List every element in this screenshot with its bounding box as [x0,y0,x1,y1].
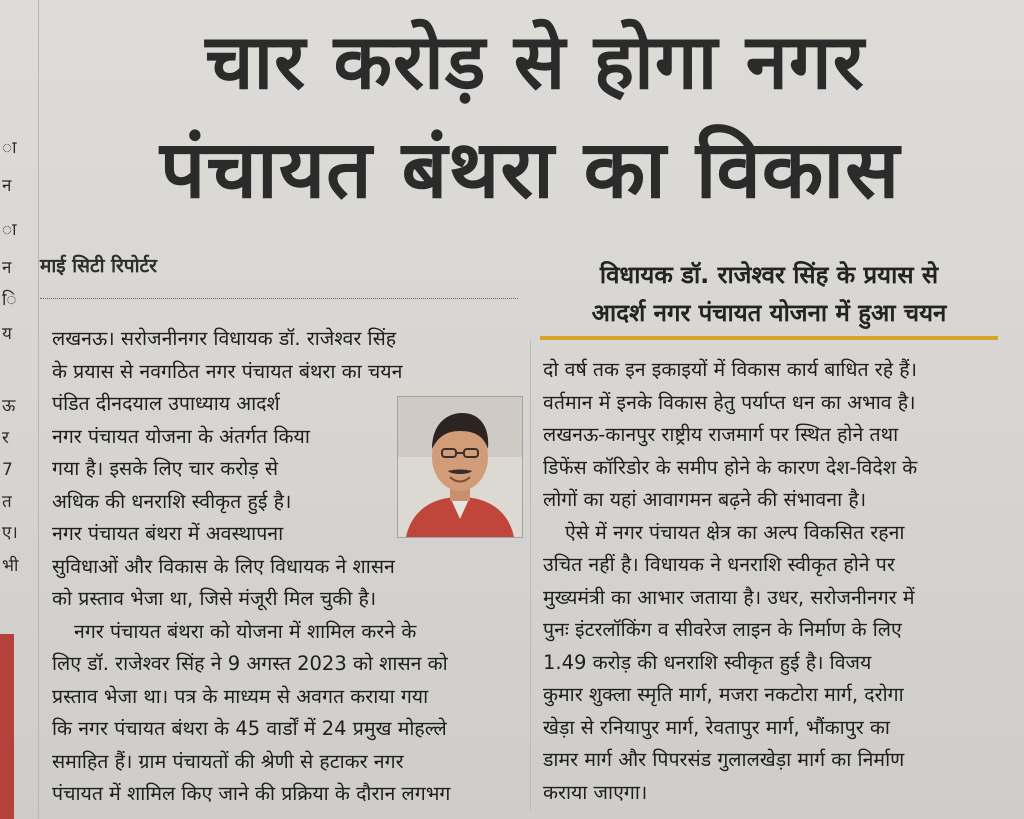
margin-char: ि [2,290,17,310]
text-line: समाहित हैं। ग्राम पंचायतों की श्रेणी से हटाकर नगर [52,749,404,773]
text-line: प्रस्ताव भेजा था। पत्र के माध्यम से अवगत कराया गया [52,684,429,708]
text-line: वर्तमान में इनके विकास हेतु पर्याप्त धन का अभाव है। [543,390,916,414]
text-line: ऐसे में नगर पंचायत क्षेत्र का अल्प विकसित रहना [565,520,905,544]
headline-line-2: पंचायत बंथरा का विकास [159,123,901,216]
byline: माई सिटी रिपोर्टर [40,252,518,299]
text-line: अधिक की धनराशि स्वीकृत हुई है। [52,489,292,513]
text-line: दो वर्ष तक इन इकाइयों में विकास कार्य बाधित रहे हैं। [543,358,918,381]
margin-char: र [2,428,9,448]
text-line: पंचायत में शामिल किए जाने की प्रक्रिया के दौरान लगभग [52,782,451,805]
text-line: उचित नहीं है। विधायक ने धनराशि स्वीकृत होने पर [543,553,895,576]
text-line: कुमार शुक्ला स्मृति मार्ग, मजरा नकटोरा मार्ग, दरोगा [543,683,904,706]
text-line: 1.49 करोड़ की धनराशि स्वीकृत हुई है। विजय [543,650,872,674]
text-line: लोगों का यहां आवागमन बढ़ने की संभावना है। [543,488,867,511]
subheadline-line-1: विधायक डॉ. राजेश्वर सिंह के प्रयास से [599,261,939,289]
margin-char: भी [2,556,19,576]
margin-char: य [2,324,12,344]
text-line: डामर मार्ग और पिपरसंड गुलालखेड़ा मार्ग का निर्माण [543,748,905,771]
text-line: लिए डॉ. राजेश्वर सिंह ने 9 अगस्त 2023 को शासन को [52,652,448,675]
subheadline [540,256,998,340]
text-line: लखनऊ-कानपुर राष्ट्रीय राजमार्ग पर स्थित होने तथा [543,423,899,446]
margin-char: ए। [2,523,18,543]
margin-char: न [2,176,12,196]
text-line: कराया जाएगा। [543,780,648,804]
text-line: लखनऊ। सरोजनीनगर विधायक डॉ. राजेश्वर सिंह [52,327,397,350]
text-line: पंडित दीनदयाल उपाध्याय आदर्श [52,392,280,415]
text-line: गया है। इसके लिए चार करोड़ से [52,457,279,480]
portrait-illustration [398,397,522,537]
margin-char: ा [2,220,17,240]
text-line: नगर पंचायत बंथरा में अवस्थापना [52,522,284,545]
text-line: को प्रस्ताव भेजा था, जिसे मंजूरी मिल चुकी है। [52,587,377,610]
text-line: डिफेंस कॉरिडोर के समीप होने के कारण देश-विदेश के [543,455,918,479]
margin-char: ऊ [2,396,16,416]
adjacent-red-graphic [0,634,14,819]
margin-char: ा [2,138,17,158]
margin-char: 7 [2,460,13,480]
text-line: खेड़ा से रनियापुर मार्ग, रेवतापुर मार्ग, भौंकापुर का [543,715,890,739]
article-column-right [543,354,1013,809]
text-line: पुनः इंटरलॉकिंग व सीवरेज लाइन के निर्माण के लिए [543,618,902,641]
text-line: नगर पंचायत बंथरा को योजना में शामिल करने के [74,619,417,643]
subheadline-line-2: आदर्श नगर पंचायत योजना में हुआ चयन [591,299,947,327]
margin-char: न [2,258,12,278]
text-line: नगर पंचायत योजना के अंतर्गत किया [52,424,310,448]
text-line: के प्रयास से नवगठित नगर पंचायत बंथरा का चयन [52,359,403,383]
text-line: कि नगर पंचायत बंथरा के 45 वार्डों में 24 प्रमुख मोहल्ले [52,717,447,740]
headline-line-1: चार करोड़ से होगा नगर [205,17,865,106]
column-divider [530,340,531,810]
text-line: सुविधाओं और विकास के लिए विधायक ने शासन [52,554,395,578]
text-line: मुख्यमंत्री का आभार जताया है। उधर, सरोजनीनगर में [543,585,915,609]
mla-portrait-photo [397,396,523,538]
margin-char: त [2,492,12,512]
